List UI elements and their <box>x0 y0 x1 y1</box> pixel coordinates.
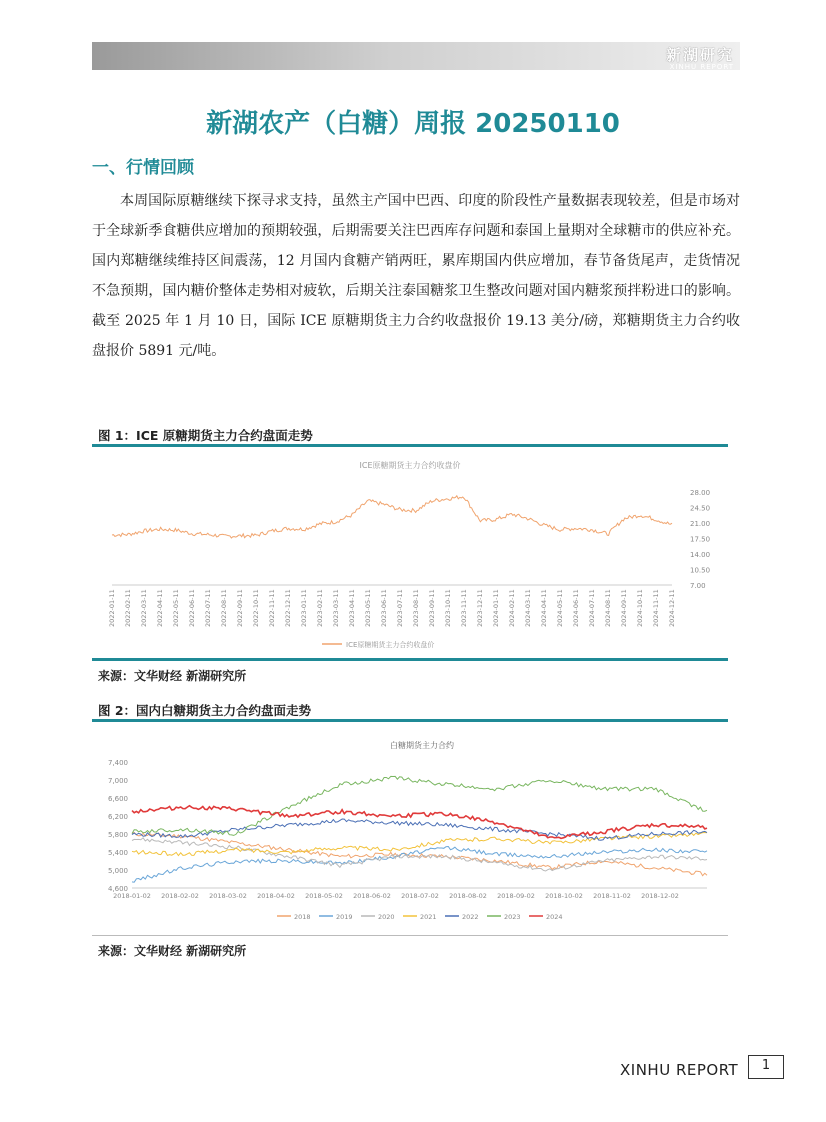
chart1-xtick: 2023-10-11 <box>444 589 452 627</box>
chart2-ytick: 5,800 <box>107 831 128 839</box>
chart1-xtick: 2023-07-11 <box>396 589 404 627</box>
chart2-xtick: 2018-06-02 <box>353 892 391 900</box>
chart1-xtick: 2023-03-11 <box>332 589 340 627</box>
chart1-xtick: 2023-04-11 <box>348 589 356 627</box>
chart1-xtick: 2022-12-11 <box>284 589 292 627</box>
chart2-xtick: 2018-02-02 <box>161 892 199 900</box>
chart2-xtick: 2018-08-02 <box>449 892 487 900</box>
chart2-legend-label: 2020 <box>378 913 395 921</box>
chart1-legend-label: ICE原糖期货主力合约收盘价 <box>346 641 435 649</box>
chart1-xtick: 2024-11-11 <box>652 589 660 627</box>
chart1-xtick: 2024-03-11 <box>524 589 532 627</box>
chart2-xtick: 2018-04-02 <box>257 892 295 900</box>
chart1-ytick: 28.00 <box>690 489 711 497</box>
fig2-top-rule <box>92 719 728 722</box>
chart1-xtick: 2023-02-11 <box>316 589 324 627</box>
zce-sugar-chart <box>92 726 728 932</box>
chart1-ytick: 10.50 <box>690 566 711 575</box>
chart2-legend-label: 2019 <box>336 913 353 921</box>
chart2-legend-label: 2022 <box>462 913 479 921</box>
chart2-ytick: 6,600 <box>107 795 128 803</box>
chart1-xtick: 2023-06-11 <box>380 589 388 627</box>
chart2-ytick: 7,400 <box>107 759 128 767</box>
chart2-series-line-2021 <box>132 833 707 856</box>
chart2-legend-label: 2018 <box>294 913 311 921</box>
chart1-xtick: 2022-07-11 <box>204 589 212 627</box>
chart1-series-line <box>112 496 672 538</box>
chart1-xtick: 2022-05-11 <box>172 589 180 627</box>
chart1-xtick: 2023-01-11 <box>300 589 308 627</box>
fig2-caption: 图 2：国内白糖期货主力合约盘面走势 <box>98 703 312 718</box>
chart1-xtick: 2024-06-11 <box>572 589 580 627</box>
chart1-xtick: 2022-09-11 <box>236 589 244 627</box>
ice-sugar-chart <box>92 452 728 657</box>
chart1-ytick: 21.00 <box>690 520 711 528</box>
chart1-ytick: 14.00 <box>690 551 711 559</box>
chart1-xtick: 2023-09-11 <box>428 589 436 627</box>
chart2-xtick: 2018-03-02 <box>209 892 247 900</box>
chart2-xtick: 2018-12-02 <box>641 892 679 900</box>
chart1-xtick: 2024-09-11 <box>620 589 628 627</box>
chart2-ytick: 6,200 <box>107 813 128 821</box>
chart2-series-line-2023 <box>132 776 707 835</box>
chart1-xtick: 2023-12-11 <box>476 589 484 627</box>
chart1-xtick: 2023-05-11 <box>364 589 372 627</box>
chart1-xtick: 2022-08-11 <box>220 589 228 627</box>
chart2-xtick: 2018-11-02 <box>593 892 631 900</box>
chart1-ytick: 24.50 <box>690 504 711 513</box>
chart2-series-line-2020 <box>132 838 707 871</box>
page-title: 新湖农产（白糖）周报 20250110 <box>206 109 620 139</box>
chart1-xtick: 2024-07-11 <box>588 589 596 627</box>
fig2-source: 来源：文华财经 新湖研究所 <box>98 944 247 958</box>
chart1-xtick: 2024-01-11 <box>492 589 500 627</box>
chart1-xtick: 2022-02-11 <box>124 589 132 627</box>
chart1-ytick: 7.00 <box>690 582 706 590</box>
chart2-ytick: 5,000 <box>107 867 128 875</box>
chart2-xtick: 2018-01-02 <box>113 892 151 900</box>
chart1-xtick: 2023-11-11 <box>460 589 468 627</box>
logo-en: XINHU REPORT <box>669 63 734 71</box>
chart2-title: 白糖期货主力合约 <box>390 741 454 750</box>
fig2-bottom-rule <box>92 935 728 936</box>
chart1-xtick: 2024-08-11 <box>604 589 612 627</box>
chart2-series-line-2019 <box>132 847 707 883</box>
chart2-series-line-2022 <box>132 819 707 840</box>
chart2-legend-label: 2021 <box>420 913 437 921</box>
chart1-xtick: 2024-04-11 <box>540 589 548 627</box>
chart1-xtick: 2022-01-11 <box>108 589 116 627</box>
footer-text: XINHU REPORT <box>620 1061 739 1079</box>
chart1-xtick: 2024-05-11 <box>556 589 564 627</box>
chart1-xtick: 2024-12-11 <box>668 589 676 627</box>
chart2-xtick: 2018-05-02 <box>305 892 343 900</box>
chart2-xtick: 2018-09-02 <box>497 892 535 900</box>
chart1-xtick: 2024-10-11 <box>636 589 644 627</box>
chart1-xtick: 2022-03-11 <box>140 589 148 627</box>
fig1-bottom-rule <box>92 658 728 661</box>
chart1-xtick: 2022-06-11 <box>188 589 196 627</box>
logo-cn: 新湖研究 <box>665 46 734 64</box>
section-heading: 一、行情回顾 <box>92 158 194 178</box>
chart2-xtick: 2018-07-02 <box>401 892 439 900</box>
page-number: 1 <box>748 1055 784 1079</box>
chart1-ytick: 17.50 <box>690 535 711 544</box>
fig1-caption: 图 1：ICE 原糖期货主力合约盘面走势 <box>98 428 313 443</box>
logo <box>666 44 734 71</box>
header-bar <box>92 42 740 70</box>
chart1-xtick: 2023-08-11 <box>412 589 420 627</box>
chart1-title: ICE原糖期货主力合约收盘价 <box>359 461 461 470</box>
fig1-source: 来源：文华财经 新湖研究所 <box>98 669 247 683</box>
chart2-ytick: 7,000 <box>107 777 128 785</box>
fig1-top-rule <box>92 444 728 447</box>
chart2-xtick: 2018-10-02 <box>545 892 583 900</box>
chart1-xtick: 2022-11-11 <box>268 589 276 627</box>
body-paragraph: 本周国际原糖继续下探寻求支持，虽然主产国中巴西、印度的阶段性产量数据表现较差，但是市场对于全球新季食糖供应增加的预期较强，后期需要关注巴西库存问题和泰国上量期对全球糖市的供应补充。国内郑糖继续维持区间震荡，12 月国内食糖产销两旺，累库期国内供应增加，春节备货尾声，走货情况不急预期，国内糖价整体走势相对疲软，后期关注泰国糖浆卫生整改问题对国内糖浆预拌粉进口的影响。截至 2025 年 1 月 10 日，国际 ICE 原糖期货主力合约收盘报价 19.13 美分/磅，郑糖期货主力合约收盘报价 5891 元/吨。 <box>92 193 740 359</box>
chart1-xtick: 2022-04-11 <box>156 589 164 627</box>
chart1-xtick: 2024-02-11 <box>508 589 516 627</box>
chart2-legend-label: 2023 <box>504 913 521 921</box>
chart2-ytick: 4,600 <box>107 885 128 893</box>
chart2-legend-label: 2024 <box>546 913 563 921</box>
chart1-xtick: 2022-10-11 <box>252 589 260 627</box>
chart2-ytick: 5,400 <box>107 849 128 857</box>
